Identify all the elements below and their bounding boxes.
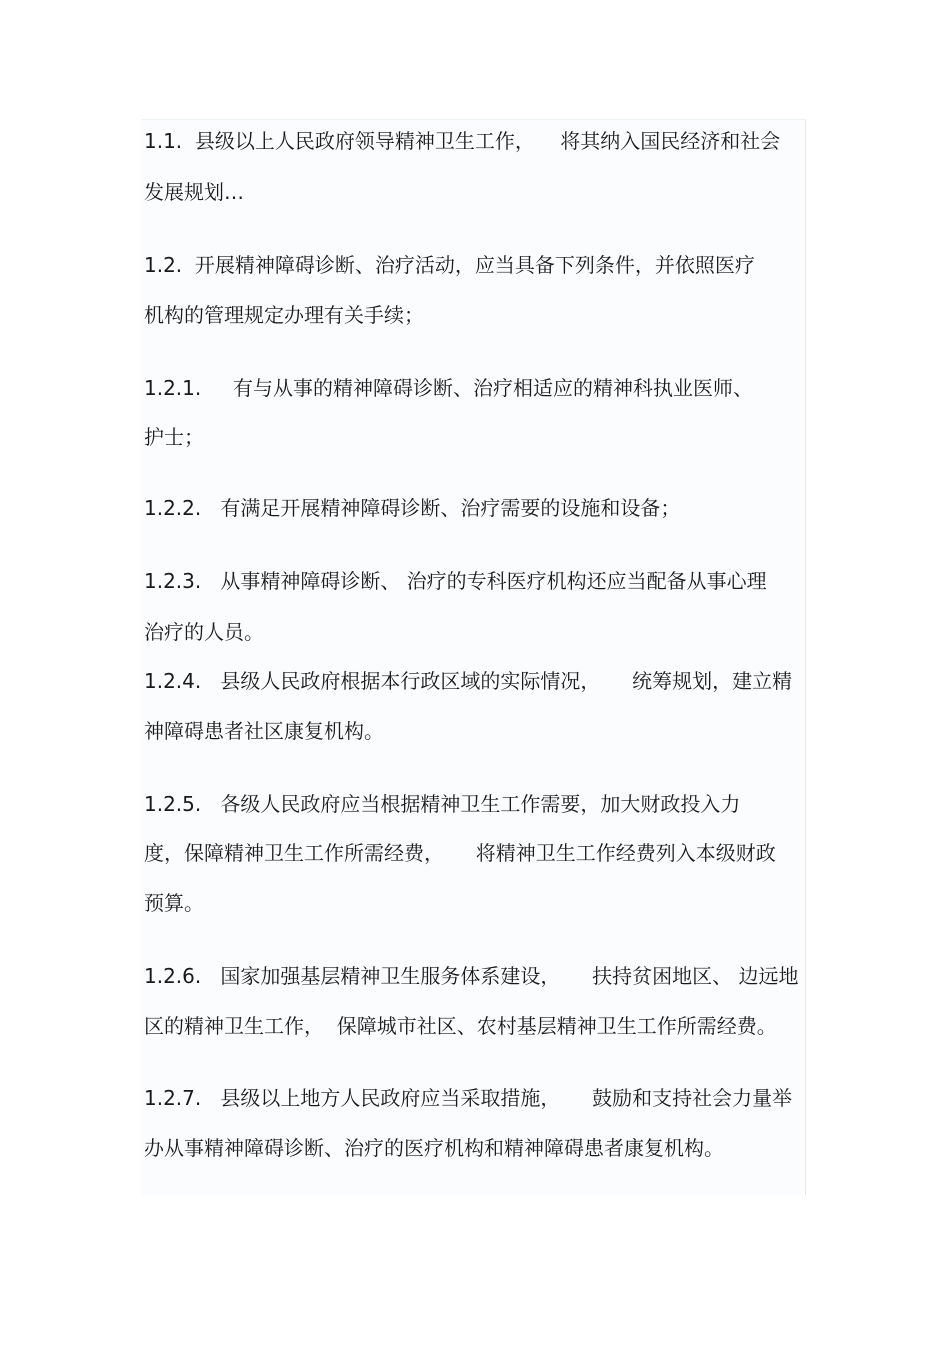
- paragraph-1-2-5-line-1: 1.2.5. 各级人民政府应当根据精神卫生工作需要，加大财政投入力: [144, 792, 741, 816]
- paragraph-1-2-5-line-2: 度，保障精神卫生工作所需经费， 将精神卫生工作经费列入本级财政: [144, 841, 776, 865]
- paragraph-1-1-line-2: 发展规划…: [144, 180, 244, 204]
- paragraph-1-2-4-line-1: 1.2.4. 县级人民政府根据本行政区域的实际情况， 统筹规划，建立精: [144, 669, 793, 693]
- paragraph-1-2-1-line-1: 1.2.1. 有与从事的精神障碍诊断、治疗相适应的精神科执业医师、: [144, 376, 754, 400]
- paragraph-1-2-3-line-1: 1.2.3. 从事精神障碍诊断、 治疗的专科医疗机构还应当配备从事心理: [144, 569, 767, 593]
- paragraph-1-1-line-1: 1.1. 县级以上人民政府领导精神卫生工作， 将其纳入国民经济和社会: [144, 129, 781, 153]
- paragraph-1-2-4-line-2: 神障碍患者社区康复机构。: [144, 719, 384, 743]
- paragraph-1-2-7-line-1: 1.2.7. 县级以上地方人民政府应当采取措施， 鼓励和支持社会力量举: [144, 1086, 793, 1110]
- paragraph-1-2-line-2: 机构的管理规定办理有关手续；: [144, 303, 424, 327]
- paragraph-1-2-line-1: 1.2. 开展精神障碍诊断、治疗活动，应当具备下列条件，并依照医疗: [144, 253, 755, 277]
- paragraph-1-2-6-line-2: 区的精神卫生工作， 保障城市社区、农村基层精神卫生工作所需经费。: [144, 1014, 777, 1038]
- paragraph-1-2-2-line-1: 1.2.2. 有满足开展精神障碍诊断、治疗需要的设施和设备；: [144, 496, 681, 520]
- paragraph-1-2-7-line-2: 办从事精神障碍诊断、治疗的医疗机构和精神障碍患者康复机构。: [144, 1136, 724, 1160]
- paragraph-1-2-3-line-2: 治疗的人员。: [144, 620, 264, 644]
- paragraph-1-2-1-line-2: 护士；: [144, 425, 204, 449]
- paragraph-1-2-6-line-1: 1.2.6. 国家加强基层精神卫生服务体系建设， 扶持贫困地区、 边远地: [144, 964, 799, 988]
- paragraph-1-2-5-line-3: 预算。: [144, 891, 204, 915]
